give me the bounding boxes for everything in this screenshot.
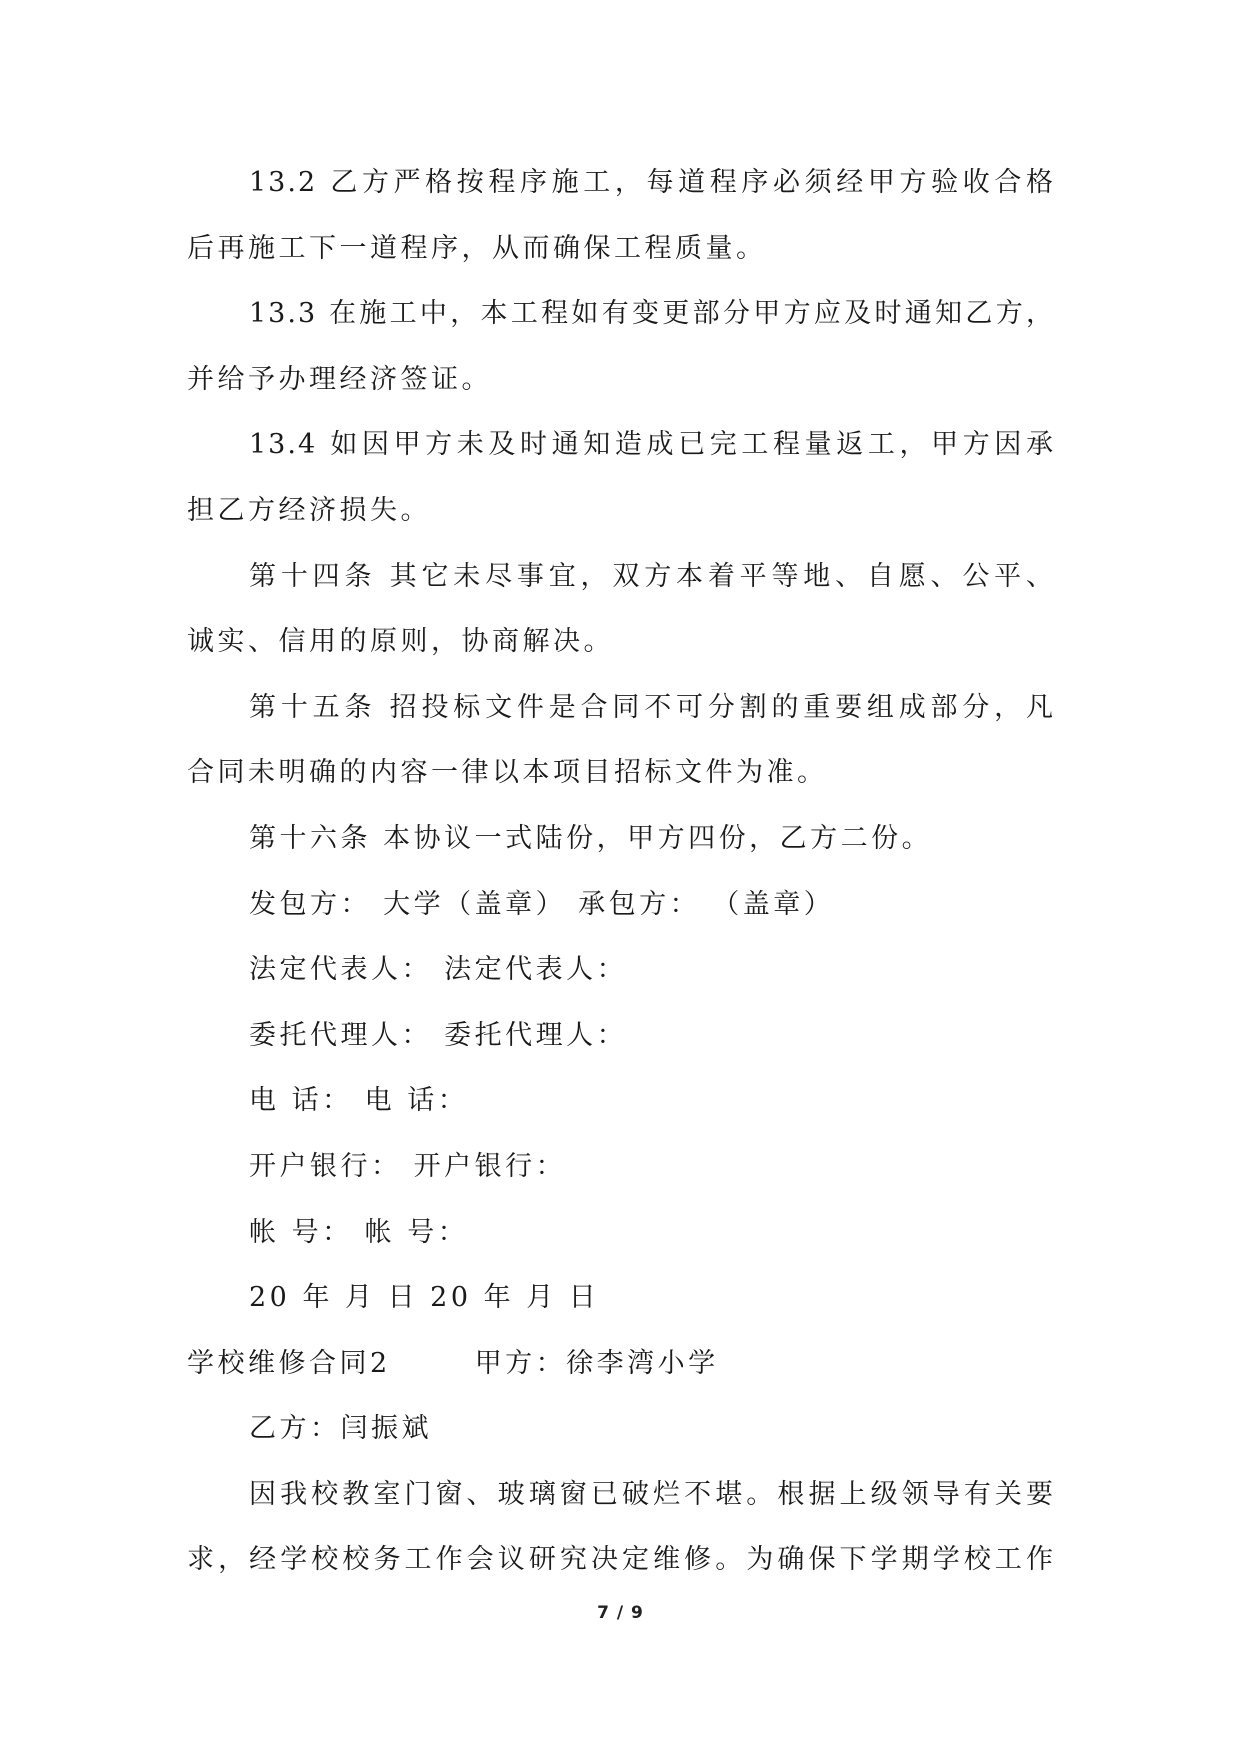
signature-line: 开户银行： 开户银行： bbox=[249, 1150, 567, 1182]
paragraph-line: 合同未明确的内容一律以本项目招标文件为准。 bbox=[187, 757, 828, 789]
paragraph-line: 13.2 乙方严格按程序施工，每道程序必须经甲方验收合格 bbox=[249, 167, 1055, 198]
party-a: 甲方：徐李湾小学 bbox=[474, 1347, 719, 1379]
document-body bbox=[187, 158, 1055, 1601]
signature-line: 电 话： 电 话： bbox=[249, 1085, 469, 1117]
paragraph-line: 诚实、信用的原则，协商解决。 bbox=[187, 626, 614, 658]
paragraph-line: 第十六条 本协议一式陆份，甲方四份，乙方二份。 bbox=[249, 822, 933, 854]
contract-heading-line bbox=[187, 1339, 1055, 1405]
page-number: 7 / 9 bbox=[597, 1603, 644, 1623]
signature-line: 法定代表人： 法定代表人： bbox=[249, 954, 628, 986]
paragraph-line: 因我校教室门窗、玻璃窗已破烂不堪。根据上级领导有关要 bbox=[249, 1478, 1055, 1510]
contract-title: 学校维修合同2 bbox=[187, 1347, 391, 1379]
paragraph-line: 担乙方经济损失。 bbox=[187, 494, 431, 526]
paragraph-line: 后再施工下一道程序，从而确保工程质量。 bbox=[187, 232, 767, 264]
paragraph-line: 求，经学校校务工作会议研究决定维修。为确保下学期学校工作 bbox=[187, 1544, 1055, 1576]
signature-line: 发包方： 大学（盖章） 承包方： （盖章） bbox=[249, 888, 835, 920]
paragraph-line: 13.3 在施工中，本工程如有变更部分甲方应及时通知乙方， bbox=[249, 298, 1055, 330]
paragraph-line: 第十四条 其它未尽事宜，双方本着平等地、自愿、公平、 bbox=[249, 560, 1055, 592]
paragraph-line: 13.4 如因甲方未及时通知造成已完工程量返工，甲方因承 bbox=[249, 429, 1055, 461]
signature-line: 委托代理人： 委托代理人： bbox=[249, 1019, 628, 1051]
party-b: 乙方：闫振斌 bbox=[249, 1413, 432, 1445]
signature-line: 帐 号： 帐 号： bbox=[249, 1216, 469, 1248]
paragraph-line: 第十五条 招投标文件是合同不可分割的重要组成部分，凡 bbox=[249, 691, 1055, 723]
date-line: 20 年 月 日 20 年 月 日 bbox=[249, 1282, 600, 1314]
paragraph-line: 并给予办理经济签证。 bbox=[187, 363, 492, 395]
